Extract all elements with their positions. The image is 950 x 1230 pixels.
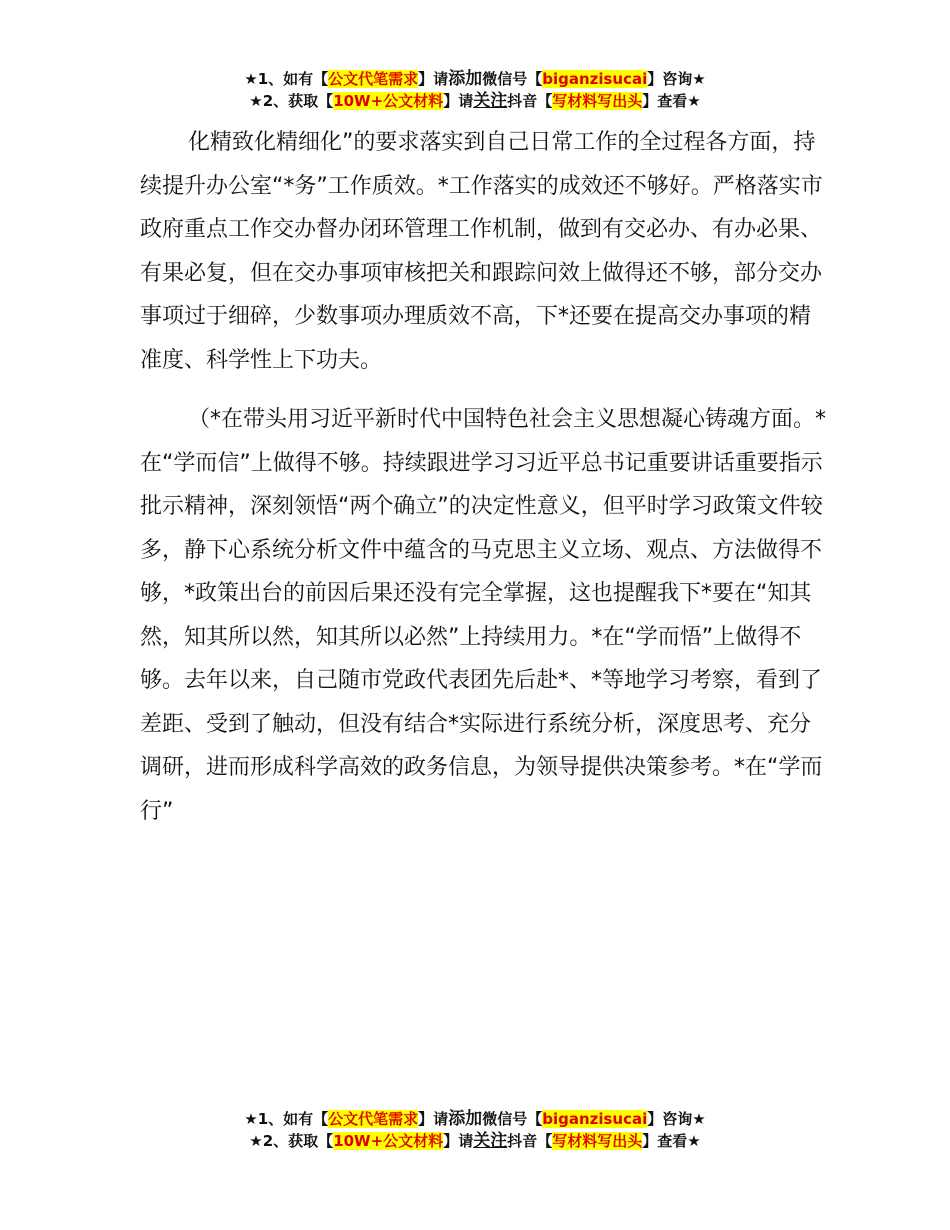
header-banner <box>0 68 950 112</box>
service-highlight: 公文代笔需求 <box>328 1110 419 1128</box>
footer-line-1: ★1、如有【公文代笔需求】请添加微信号【biganzisucai】咨询★ <box>244 1109 706 1129</box>
footer-line-2: ★2、获取【10W+公文材料】请关注抖音【写材料写出头】查看★ <box>249 1131 701 1151</box>
document-body <box>140 121 830 833</box>
materials-highlight: 10W+公文材料 <box>333 92 444 110</box>
banner-line-1: ★1、如有【公文代笔需求】请添加微信号【biganzisucai】咨询★ <box>244 69 706 89</box>
wechat-id-highlight: biganzisucai <box>542 1110 648 1128</box>
service-highlight: 公文代笔需求 <box>328 70 419 88</box>
douyin-account-highlight: 写材料写出头 <box>552 1132 643 1150</box>
body-paragraph-2: （*在带头用习近平新时代中国特色社会主义思想凝心铸魂方面。*在“学而信”上做得不够。持续跟进学习习近平总书记重要讲话重要指示批示精神，深刻领悟“两个确立”的决定性意义，但平时学习政策文件较多，静下心系统分析文件中蕴含的马克思主义立场、观点、方法做得不够，*政策出台的前因后果还没有完全掌握，这也提醒我下*要在“知其然，知其所以然，知其所以必然”上持续用力。*在“学而悟”上做得不够。去年以来，自己随市党政代表团先后赴*、*等地学习考察，看到了差距、受到了触动，但没有结合*实际进行系统分析，深度思考、充分调研，进而形成科学高效的政务信息，为领导提供决策参考。*在“学而行” <box>140 407 827 824</box>
footer-banner <box>0 1108 950 1152</box>
body-paragraph-1: 化精致化精细化”的要求落实到自己日常工作的全过程各方面，持续提升办公室“*务”工作质效。*工作落实的成效还不够好。严格落实市政府重点工作交办督办闭环管理工作机制，做到有交必办、有办必果、有果必复，但在交办事项审核把关和跟踪问效上做得还不够，部分交办事项过于细碎，少数事项办理质效不高，下*还要在提高交办事项的精准度、科学性上下功夫。 <box>140 130 823 373</box>
materials-highlight: 10W+公文材料 <box>333 1132 444 1150</box>
douyin-account-highlight: 写材料写出头 <box>552 92 643 110</box>
banner-line-2: ★2、获取【10W+公文材料】请关注抖音【写材料写出头】查看★ <box>249 91 701 111</box>
wechat-id-highlight: biganzisucai <box>542 70 648 88</box>
